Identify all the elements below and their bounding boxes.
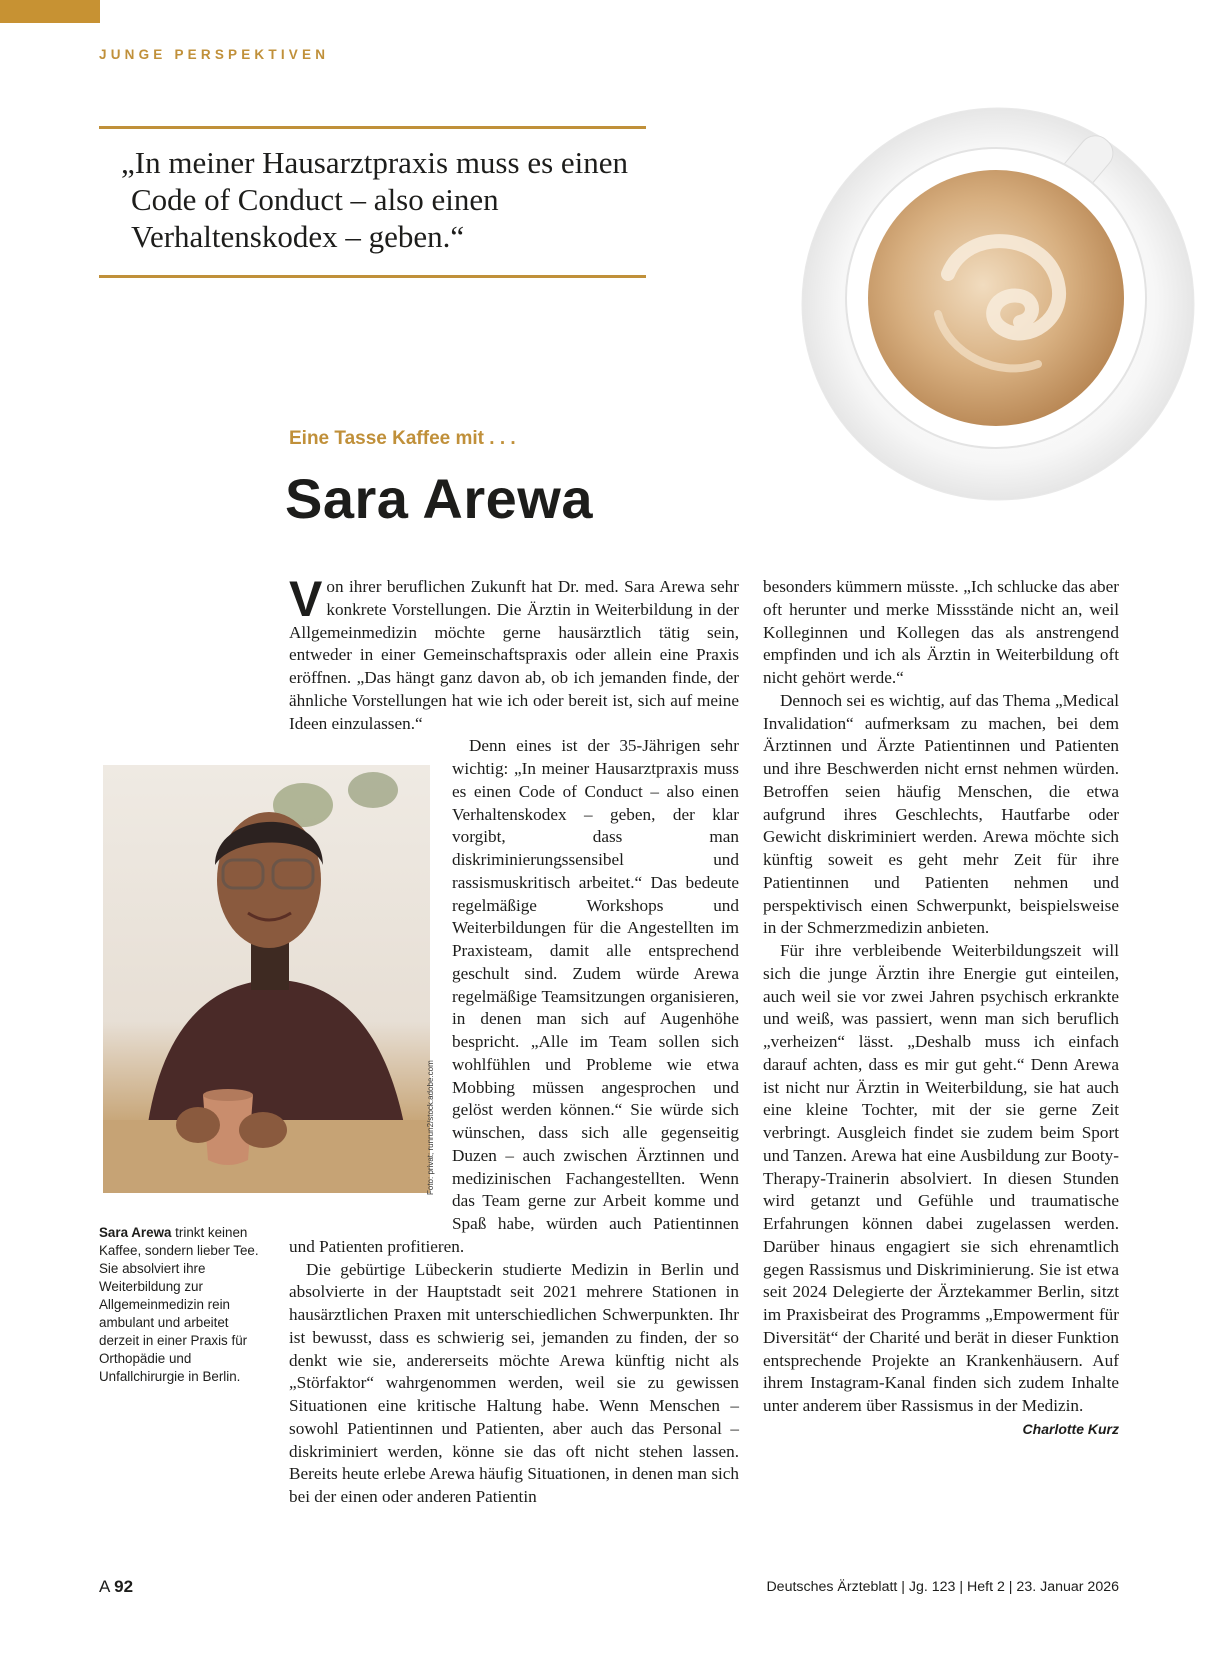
article-paragraph-3: Die gebürtige Lübeckerin studierte Medizin in Berlin und absolvierte in der Hauptstadt seit 2021 mehrere Stationen in hausärztlichen Praxen mit unterschiedlichen Schwerpunkten. Ihr ist bewusst, dass es schwierig sei, jemanden zu finden, der so denkt wie sie, andererseits möchte Arewa künftig nicht als „Störfaktor“ wahrgenommen werden, weil sie zu gewissen Situationen eine kritische Haltung habe. Wenn Menschen – sowohl Patientinnen und Patienten, aber auch das Personal – diskriminiert werden, könne sie das oft nicht stehen lassen. Bereits heute erlebe Arewa häufig Situationen, in denen man sich bei der einen oder anderen Patientin <box>289 1259 739 1506</box>
coffee-cup-image <box>798 104 1198 504</box>
caption-text: trinkt keinen Kaffee, sondern lieber Tee. Sie absolviert ihre Weiterbildung zur Allgemeinmedizin rein ambulant und arbeitet derzeit in einer Praxis für Orthopädie und Unfallchirurgie in Berlin. <box>99 1225 259 1384</box>
caption-name: Sara Arewa <box>99 1225 172 1240</box>
article-paragraph-6 <box>763 940 1119 1437</box>
publication-info: Deutsches Ärzteblatt | Jg. 123 | Heft 2 | 23. Januar 2026 <box>766 1579 1119 1595</box>
photo-caption <box>99 1224 269 1386</box>
section-label: JUNGE PERSPEKTIVEN <box>99 47 330 62</box>
page-number-value: 92 <box>114 1577 134 1596</box>
headline: Sara Arewa <box>285 467 593 530</box>
article-paragraph-2: Denn eines ist der 35-Jährigen sehr wichtig: „In meiner Hausarztpraxis muss es einen Code of Conduct – also einen Verhaltenskodex – geben, der klar vorgibt, dass man diskriminierungssensibel und rassismuskritisch arbeitet.“ Das bedeute regelmäßige Workshops und Weiterbildungen für die Angestellten im Praxisteam, damit alle entsprechend geschult sind. Zudem würde Arewa regelmäßige Teamsitzungen organisieren, in denen man sich auf Augenhöhe bespricht. „Alle im Team sollen sich wohlfühlen und Probleme wie etwa Mobbing müssen angesprochen und gelöst werden können.“ Sie würde sich wünschen, dass sich alle gegenseitig Duzen – auch zwischen Ärztinnen und medizinischen Fachangestellten. Wenn das Team gerne zur Arbeit komme und Spaß habe, würden auch Patientinnen und Patienten profitieren. <box>289 736 739 1256</box>
article-paragraph-1-text: on ihrer beruflichen Zukunft hat Dr. med. Sara Arewa sehr konkrete Vorstellungen. Die Ärztin in Weiterbildung in der Allgemeinmedizin möchte gerne hausärztlich tätig sein, entweder in einer Gemeinschaftspraxis oder allein eine Praxis eröffnen. „Das hängt ganz davon ab, ob ich jemanden finde, der ähnliche Vorstellungen hat wie ich oder bereit ist, sich auf meine Ideen einzulassen.“ <box>289 577 739 733</box>
article-column-2 <box>763 576 1119 1441</box>
kicker: Eine Tasse Kaffee mit . . . <box>289 428 516 449</box>
dropcap: V <box>289 571 323 627</box>
section-tab-mark <box>0 0 100 23</box>
photo-credit: Foto: privat; runrun2/stock.adobe.com <box>426 1060 435 1195</box>
page-prefix: A <box>99 1577 110 1596</box>
article-column-1 <box>289 571 739 1509</box>
article-paragraph-5: Dennoch sei es wichtig, auf das Thema „Medical Invalidation“ aufmerksam zu machen, bei dem Ärztinnen und Ärzte Patientinnen und Patienten und ihre Beschwerden nicht ernst nehmen würden. Betroffen seien häufig Menschen, die etwa aufgrund ihres Geschlechts, Hautfarbe oder Gewicht diskriminiert werden. Arewa möchte sich künftig soweit es geht mehr Zeit für ihre Patientinnen und Patienten nehmen und perspektivisch einen Schwerpunkt, beispielsweise in der Schmerzmedizin anbieten. <box>763 690 1119 938</box>
article-paragraph-1 <box>289 571 739 735</box>
pull-quote: „In meiner Hausarztpraxis muss es einen Code of Conduct – also einen Verhaltenskodex – geben.“ <box>121 145 629 254</box>
page-number <box>99 1577 133 1597</box>
article-paragraph-6-text: Für ihre verbleibende Weiterbildungszeit will sich die junge Ärztin ihre Energie gut einteilen, auch weil sie vor zwei Jahren psychisch erkrankte und weiß, was passiert, wenn man sich beruflich „verheizen“ lässt. „Deshalb muss ich einfach darauf achten, dass es mir gut geht.“ Denn Arewa ist nicht nur Ärztin in Weiterbildung, sie hat auch eine kleine Tochter, mit der sie gerne Zeit verbringt. Ausgleich findet sie zudem beim Sport und Tanzen. Arewa hat eine Ausbildung zur Booty-Therapy-Trainerin absolviert. In diesen Stunden wird getanzt und Gefühle und traumatische Erfahrungen können dabei zugelassen werden. Darüber hinaus engagiert sie sich ehrenamtlich gegen Rassismus und Diskriminierung. Sie ist etwa seit 2024 Delegierte der Ärztekammer Berlin, sitzt im Praxisbeirat des Programms „Empowerment für Diversität“ der Charité und berät in dieser Funktion entsprechende Projekte an Krankenhäusern. Auf ihrem Instagram-Kanal finden sich zudem Inhalte unter anderem über Rassismus in der Medizin. <box>763 941 1119 1415</box>
photo-float-space <box>289 735 452 1215</box>
pull-quote-box <box>99 126 646 278</box>
article-paragraph-4: besonders kümmern müsste. „Ich schlucke das aber oft herunter und merke Missstände nicht an, weil Kolleginnen und Kollegen das als anstrengend empfinden und ich als Ärztin in Weiterbildung oft nicht gehört werde.“ <box>763 577 1119 687</box>
author-byline: Charlotte Kurz <box>1022 1420 1119 1437</box>
